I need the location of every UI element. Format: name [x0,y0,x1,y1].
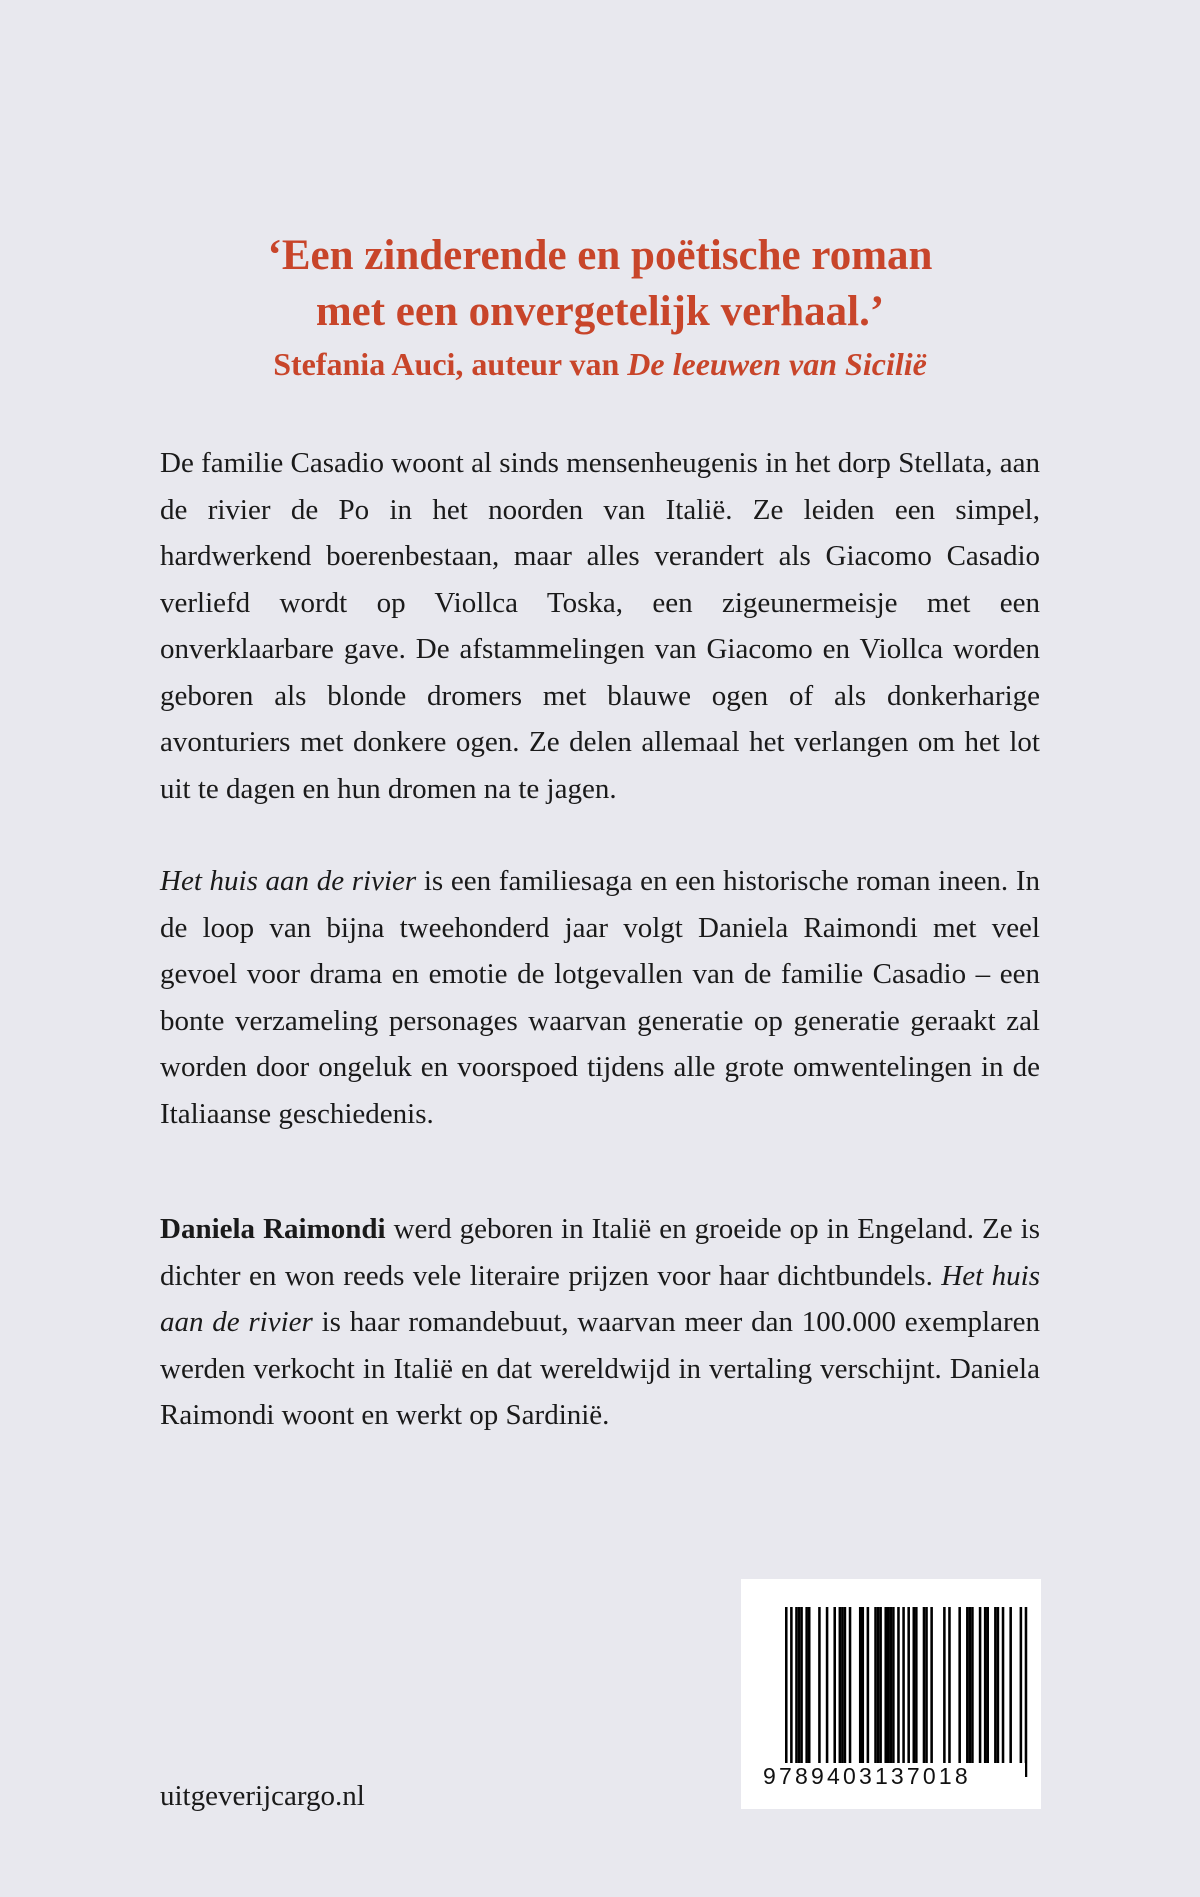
barcode-bar [805,1607,808,1765]
attribution-book-title: De leeuwen van Sicilië [627,346,927,382]
review-quote [0,228,1200,386]
barcode-guard-bar [902,1607,905,1777]
bio-text-2: is haar romandebuut, waarvan meer dan 100.000 exemplaren werden verkocht in Italië en dat wereldwijd in vertaling verschijnt. Daniela Raimondi woont en werkt op Sardinië. [160,1306,1040,1431]
barcode-bar [862,1607,865,1765]
barcode-bar [969,1607,972,1765]
author-bio [160,1206,1040,1439]
barcode-bar [839,1607,842,1765]
barcode-bar [849,1607,852,1765]
barcode-bar [877,1607,880,1765]
barcode-bar [994,1607,997,1765]
barcode-bar [859,1607,862,1765]
barcode-bar [979,1607,982,1765]
barcode-bar [844,1607,847,1765]
barcode-bar [892,1607,895,1765]
bio-book-title: Het huis aan de rivier [160,1259,1040,1338]
barcode-bar [984,1607,987,1765]
barcode-guard-bar [907,1607,910,1777]
isbn-number: 9789403137018 [761,1763,1025,1790]
barcode-bar [943,1607,946,1765]
attribution-prefix: Stefania Auci, auteur van [273,346,628,382]
barcode-guard-bar [785,1607,788,1777]
barcode-bar [997,1607,1000,1765]
barcode-guard-bar [1020,1607,1023,1777]
barcode-bar [890,1607,893,1765]
barcode-bar [986,1607,989,1765]
barcode-bar [958,1607,961,1765]
barcode-bar [971,1607,974,1765]
barcode-bar [798,1607,801,1765]
quote-line-1: ‘Een zinderende en poëtische roman [267,232,933,279]
paragraph-2-text: is een familiesaga en een historische roman ineen. In de loop van bijna tweehonderd jaar volgt Daniela Raimondi met veel gevoel voor drama en emotie de lotgevallen van de familie Casadio – een bonte verzameling personages waarvan generatie op generatie geraakt zal worden door ongeluk en voorspoed tijdens alle grote omwentelingen in de Italiaanse geschiedenis. [160,865,1041,1130]
publisher-website: uitgeverijcargo.nl [160,1780,365,1812]
barcode-bar [925,1607,928,1765]
synopsis-paragraph-1: De familie Casadio woont al sinds mensenheugenis in het dorp Stellata, aan de rivier de Po in het noorden van Italië. Ze leiden een simpel, hardwerkend boerenbestaan, maar alles verandert als Giacomo Casadio verliefd wordt op Viollca Toska, een zigeunermeisje met een onverklaarbare gave. De afstammelingen van Giacomo en Viollca worden geboren als blonde dromers met blauwe ogen of als donkerharige avonturiers met donkere ogen. Ze delen allemaal het verlangen om het lot uit te dagen en hun dromen na te jagen. [160,447,1040,805]
barcode-guard-bar [1025,1607,1028,1777]
barcode-bar [915,1607,918,1765]
barcode-bar [966,1607,969,1765]
quote-line-2: met een onvergetelijk verhaal.’ [315,288,885,335]
barcode-bar [867,1607,870,1765]
barcode-bar [887,1607,890,1765]
barcode-bar [800,1607,803,1765]
barcode-bar [841,1607,844,1765]
barcode-bar [879,1607,882,1765]
barcode-bar [1002,1607,1005,1765]
barcode-bar [948,1607,951,1765]
barcode-bar [1009,1607,1012,1765]
author-name: Daniela Raimondi [160,1213,386,1245]
barcode-bar [874,1607,877,1765]
book-title: Het huis aan de rivier [160,865,417,897]
barcode-bar [930,1607,933,1765]
barcode-bar [897,1607,900,1765]
barcode-bar [923,1607,926,1765]
barcode-bar [884,1607,887,1765]
barcode-guard-bar [790,1607,793,1777]
isbn-barcode [741,1579,1041,1809]
quote-attribution [0,342,1200,386]
bio-text-1: werd geboren in Italië en groeide op in Engeland. Ze is dichter en won reeds vele literaire prijzen voor haar dichtbundels. [160,1213,1040,1292]
barcode-bar [808,1607,811,1765]
barcode-bar [818,1607,821,1765]
barcode-bar [913,1607,916,1765]
barcode-bar [833,1607,836,1765]
barcode-bar [795,1607,798,1765]
barcode-bar [826,1607,829,1765]
synopsis-paragraph-2 [160,858,1040,1137]
